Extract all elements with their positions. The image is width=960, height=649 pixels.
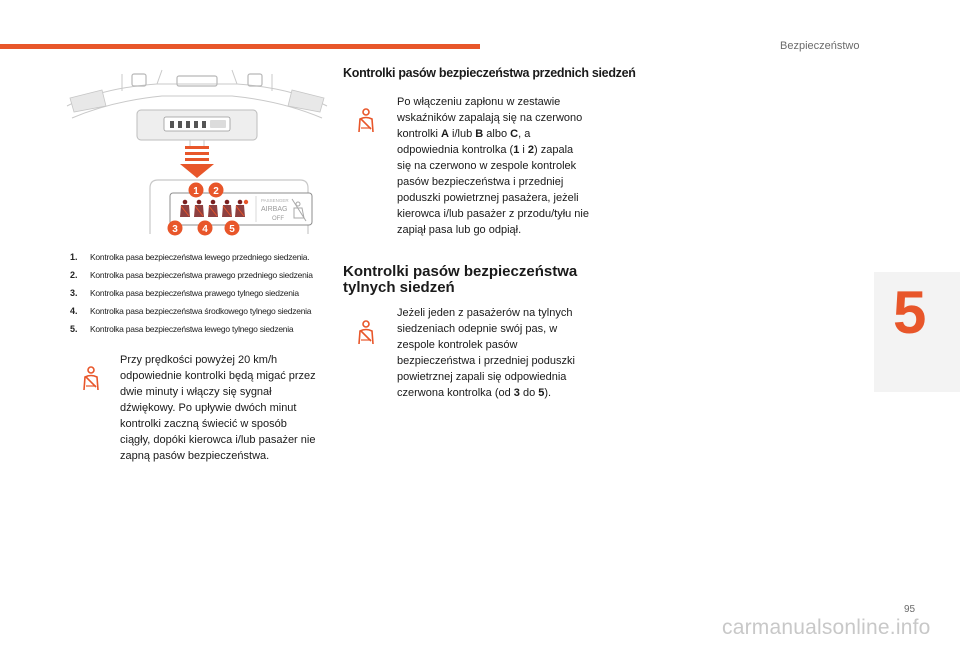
legend-item: 1. Kontrolka pasa bezpieczeństwa lewego przedniego siedzenia. <box>70 252 310 262</box>
legend-item: 5. Kontrolka pasa bezpieczeństwa lewego tylnego siedzenia <box>70 324 294 334</box>
rear-seats-text: Jeżeli jeden z pasażerów na tylnych siedzeniach odepnie swój pas, w zespole kontrolek pasów bezpieczeństwa i przedniej poduszki powietrznej zapali się odpowiednia czerwona kontrolka (od 3 do 5). <box>397 307 575 399</box>
panel-airbag-label: AIRBAG <box>261 206 288 213</box>
svg-text:3: 3 <box>172 224 178 235</box>
header-accent-bar <box>0 44 480 49</box>
svg-text:2: 2 <box>213 186 219 197</box>
seatbelt-warning-icon <box>355 108 377 134</box>
callout-4 <box>198 221 213 236</box>
watermark: carmanualsonline.info <box>722 616 931 639</box>
legend-item: 2. Kontrolka pasa bezpieczeństwa prawego przedniego siedzenia <box>70 270 313 280</box>
speed-warning-text: Przy prędkości powyżej 20 km/h odpowiednie kontrolki będą migać przez dwie minuty i włączy się sygnał dźwiękowy. Po upływie dwóch minut kontrolki zaczną świecić w sposób ciągły, dopóki kierowca i/lub pasażer nie zapną pasów bezpieczeństwa. <box>120 354 316 462</box>
chapter-number: 5 <box>893 279 927 346</box>
svg-text:5: 5 <box>229 224 235 235</box>
page-number: 95 <box>904 604 916 615</box>
panel-passenger-label: PASSENGER <box>261 198 289 203</box>
front-seats-heading: Kontrolki pasów bezpieczeństwa przednich siedzeń <box>343 66 636 80</box>
front-seats-text: Po włączeniu zapłonu w zestawie wskaźników zapalają się na czerwono kontrolki A i/lub B albo C, a odpowiednia kontrolka (1 i 2) zapala się na czerwono w zespole kontrolek pasów bezpieczeństwa i przedniej poduszki powietrznej pasażera, jeżeli kierowca i/lub pasażer z przodu/tyłu nie zapiął pasa lub go odpiął. <box>397 96 589 236</box>
svg-text:4: 4 <box>202 224 208 235</box>
callout-5 <box>225 221 240 236</box>
seatbelt-warning-icon <box>355 320 377 346</box>
callout-2 <box>209 183 224 198</box>
legend-list <box>70 252 340 342</box>
callout-3 <box>168 221 183 236</box>
panel-off-label: OFF <box>272 216 284 222</box>
callout-1 <box>189 183 204 198</box>
svg-text:1: 1 <box>193 186 199 197</box>
seatbelt-warning-icon <box>80 366 102 392</box>
seatbelt-panel-illustration <box>62 66 332 244</box>
section-title: Bezpieczeństwo <box>780 40 860 52</box>
legend-item: 4. Kontrolka pasa bezpieczeństwa środkowego tylnego siedzenia <box>70 306 312 316</box>
rear-seats-heading: Kontrolki pasów bezpieczeństwa tylnych siedzeń <box>343 263 578 296</box>
legend-item: 3. Kontrolka pasa bezpieczeństwa prawego tylnego siedzenia <box>70 288 299 298</box>
